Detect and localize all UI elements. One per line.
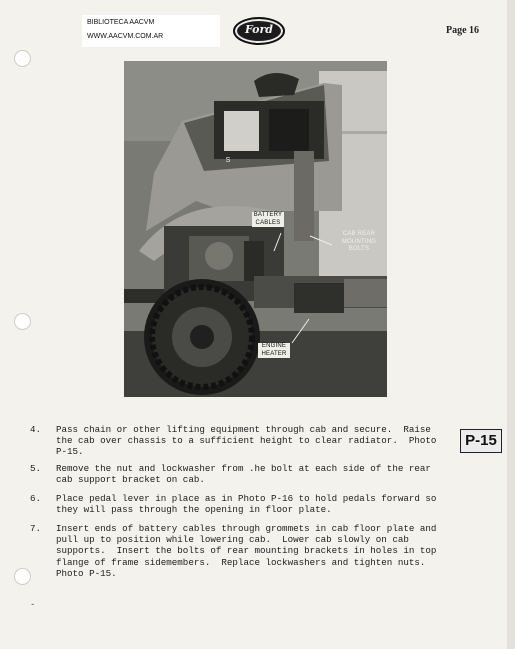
cab-rear-mounting-bolts-label: [334, 231, 384, 254]
step-number: 4.: [30, 424, 42, 435]
step-number: 7.: [30, 523, 42, 534]
stamp-line-2: WWW.AACVM.COM.AR: [87, 33, 164, 40]
battery-cables-label: [252, 212, 284, 227]
truck-illustration: [124, 61, 387, 397]
page-number: Page 16: [446, 25, 480, 36]
photo-id-label: P-15: [460, 429, 502, 453]
punch-hole: [14, 50, 31, 67]
step-text: Pass chain or other lifting equipment through cab and secure. Raise the cab over chassis to a sufficient height to clear radiator. Photo P-15.: [56, 424, 437, 458]
ford-logo: [233, 17, 285, 45]
step-text: Remove the nut and lockwasher from .he bolt at each side of the rear cab support bracket on cab.: [56, 463, 431, 486]
engine-heater-label: [258, 343, 290, 358]
battery-cables-text: BATTERY CABLES: [253, 212, 283, 226]
page-edge: [507, 0, 515, 649]
stamp-line-1: BIBLIOTECA AACVM: [87, 19, 155, 26]
cab-mark: S: [225, 157, 231, 164]
punch-hole: [14, 313, 31, 330]
ford-logo-text: Ford: [244, 23, 274, 36]
step-number: 5.: [30, 463, 42, 474]
cab-rear-mounting-bolts-text: CAB REAR MOUNTING BOLTS: [341, 231, 377, 252]
engine-heater-text: ENGINE HEATER: [261, 343, 287, 357]
step-text: Insert ends of battery cables through grommets in cab floor plate and pull up to position while lowering cab. Lower cab slowly on cab supports. Insert the bolts of rear mounting brackets in holes in top flange of frame sidemembers. Replace lockwashers and tighten nuts. Photo P-15.: [56, 523, 437, 579]
trailing-mark: -: [30, 600, 36, 610]
library-stamp: [82, 15, 220, 47]
step-text: Place pedal lever in place as in Photo P-16 to hold pedals forward so they will pass through the opening in floor plate.: [56, 493, 437, 516]
step-number: 6.: [30, 493, 42, 504]
punch-hole: [14, 568, 31, 585]
